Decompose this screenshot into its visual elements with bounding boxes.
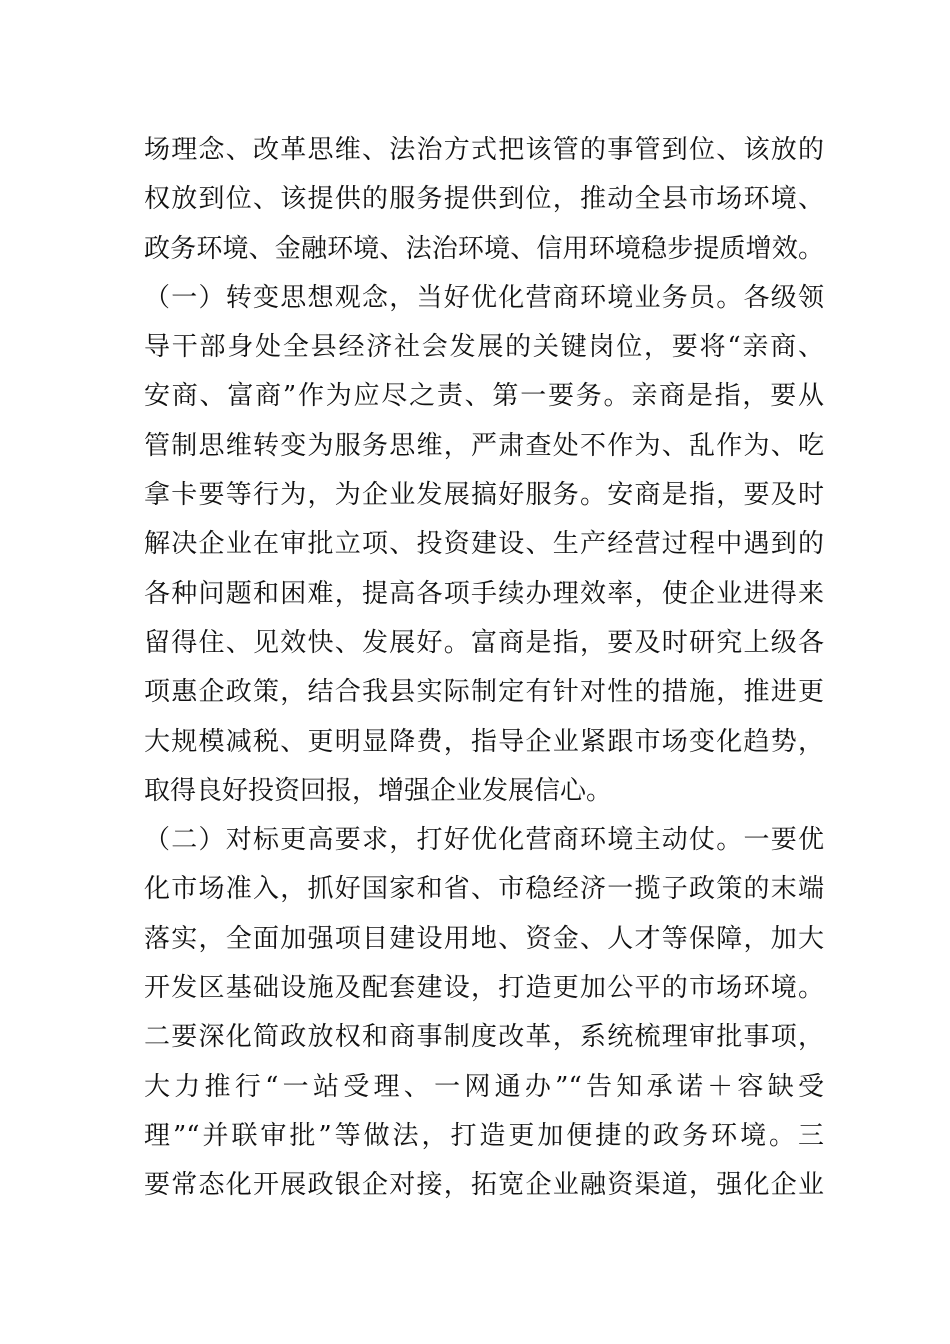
text-line: 大规模减税、更明显降费，指导企业紧跟市场变化趋势，: [144, 726, 824, 757]
text-line: 开发区基础设施及配套建设，打造更加公平的市场环境。: [144, 973, 824, 1004]
body-text: [144, 126, 824, 1211]
text-line: 权放到位、该提供的服务提供到位，推动全县市场环境、: [144, 184, 824, 215]
text-line: 解决企业在审批立项、投资建设、生产经营过程中遇到的: [144, 529, 824, 560]
section-heading-line: （二）对标更高要求，打好优化营商环境主动仗。一要优: [144, 825, 824, 856]
text-line: 导干部身处全县经济社会发展的关键岗位，要将“亲商、: [144, 332, 824, 363]
text-line: 安商、富商”作为应尽之责、第一要务。亲商是指，要从: [144, 381, 824, 412]
text-line: 管制思维转变为服务思维，严肃查处不作为、乱作为、吃: [144, 430, 824, 461]
text-line: 项惠企政策，结合我县实际制定有针对性的措施，推进更: [144, 677, 824, 708]
text-line: 大力推行“一站受理、一网通办”“告知承诺＋容缺受: [144, 1071, 824, 1102]
text-line: 政务环境、金融环境、法治环境、信用环境稳步提质增效。: [144, 233, 824, 264]
text-line: 场理念、改革思维、法治方式把该管的事管到位、该放的: [144, 135, 824, 165]
text-line: 要常态化开展政银企对接，拓宽企业融资渠道，强化企业: [144, 1170, 824, 1201]
text-line: 落实，全面加强项目建设用地、资金、人才等保障，加大: [144, 923, 824, 954]
text-line: 化市场准入，抓好国家和省、市稳经济一揽子政策的末端: [144, 874, 824, 905]
text-line: 各种问题和困难，提高各项手续办理效率，使企业进得来: [144, 578, 824, 609]
text-line: 理”“并联审批”等做法，打造更加便捷的政务环境。三: [144, 1120, 824, 1151]
text-line: 留得住、见效快、发展好。富商是指，要及时研究上级各: [144, 627, 824, 658]
text-line: 取得良好投资回报，增强企业发展信心。: [144, 775, 613, 806]
text-line: 拿卡要等行为，为企业发展搞好服务。安商是指，要及时: [144, 480, 824, 511]
section-heading-line: （一）转变思想观念，当好优化营商环境业务员。各级领: [144, 282, 824, 313]
text-line: 二要深化简政放权和商事制度改革，系统梳理审批事项，: [144, 1022, 824, 1053]
